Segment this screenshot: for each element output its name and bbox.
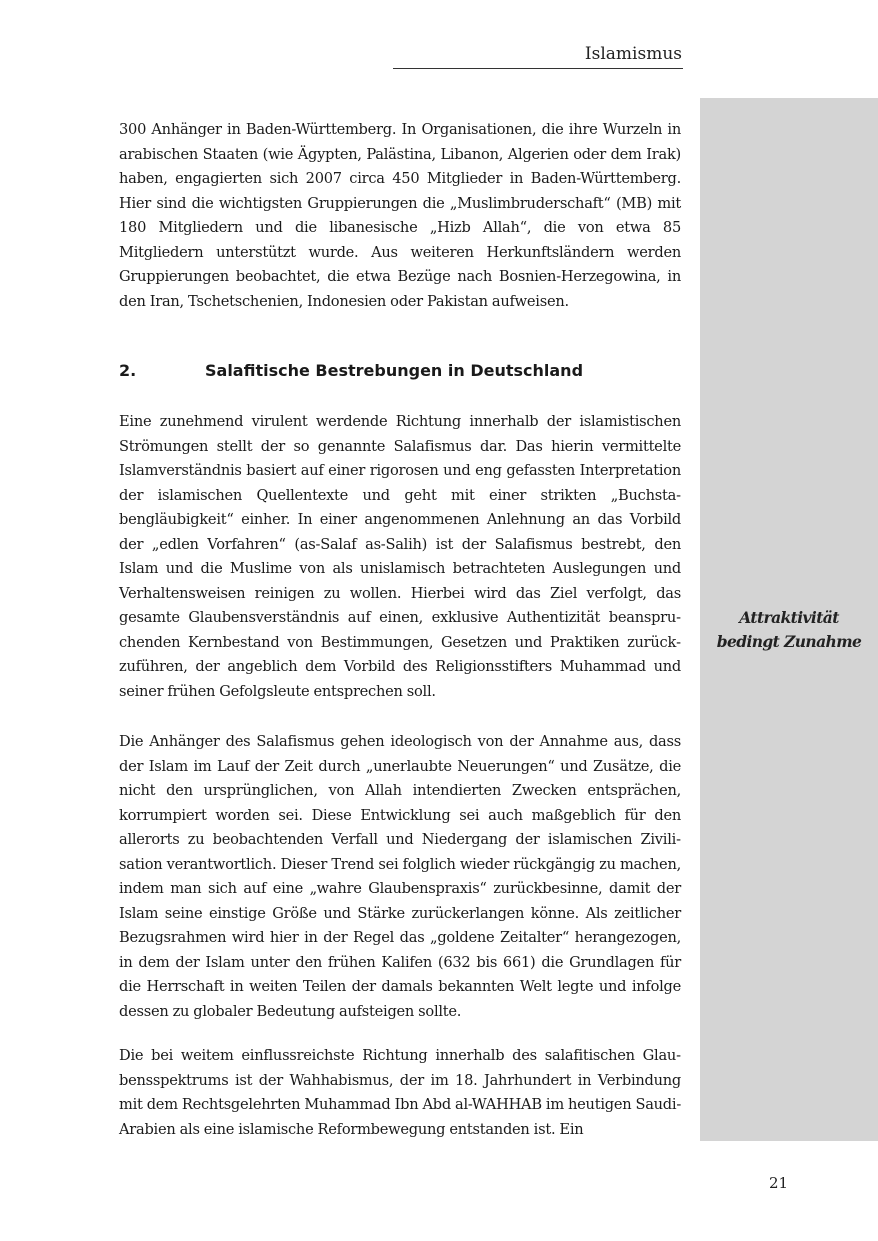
- body-paragraph-3: [119, 730, 681, 1024]
- paragraph-text: Die Anhänger des Salafismus gehen ideologisch von der Annahme aus, dass der Islam im Lauf der Zeit durch „unerlaubte Neuerungen“ und Zusätze, die nicht den ursprünglichen, von Allah intendierten Zwecken entsprächen, korrumpiert worden sei. Diese Entwicklung sei auch maßgeblich für den allerorts zu beobachtenden Verfall und Niedergang der islamischen Zivilisation verantwortlich. Dieser Trend sei folglich wieder rückgängig zu machen, indem man sich auf eine „wahre Glaubenspraxis“ zurückbesinne, damit der Islam seine einstige Größe und Stärke zurückerlangen könne. Als zeitlicher Bezugsrahmen wird hier in der Regel das „goldene Zeitalter“ herangezogen, in dem der Islam unter den frühen Kalifen (632 bis 661) die Grundlagen für die Herrschaft in weiten Teilen der damals bekannten Welt legte und infolge dessen zu globaler Bedeutung aufsteigen sollte.: [119, 733, 681, 1020]
- body-paragraph-4: [119, 1044, 681, 1142]
- margin-note: [700, 606, 878, 654]
- paragraph-text: Die bei weitem einflussreichste Richtung innerhalb des salafitischen Glaubensspektrums ist der Wahhabismus, der im 18. Jahrhundert in Verbindung mit dem Rechtsgelehrten Muhammad Ibn Abd al-WAHHAB im heutigen Saudi-Arabien als eine islamische Reformbewegung entstanden ist. Ein: [119, 1047, 681, 1138]
- section-number: 2.: [119, 361, 137, 380]
- page-number: 21: [769, 1174, 789, 1192]
- section-heading: [119, 361, 681, 380]
- running-header-title: Islamismus: [584, 44, 682, 64]
- margin-note-line-1: Attraktivität: [739, 608, 839, 627]
- margin-note-line-2: bedingt Zunahme: [716, 632, 862, 651]
- paragraph-text: Eine zunehmend virulent werdende Richtung innerhalb der islamistischen Strömungen stellt der so genannte Salafismus dar. Das hierin vermittelte Islamverständnis basiert auf einer rigorosen und eng gefassten Interpretation der islamischen Quellentexte und geht mit einer strikten „Buchstabengläubigkeit“ einher. In einer angenommenen Anlehnung an das Vorbild der „edlen Vorfahren“ (as-Salaf as-Salih) ist der Salafismus bestrebt, den Islam und die Muslime von als unislamisch betrachteten Auslegungen und Verhaltensweisen reinigen zu wollen. Hierbei wird das Ziel verfolgt, das gesamte Glaubensverständnis auf einen, exklusive Authentizität beanspruchenden Kernbestand von Bestimmungen, Gesetzen und Praktiken zurückzuführen, der angeblich dem Vorbild des Religionsstifters Muhammad und seiner frühen Gefolgsleute entsprechen soll.: [119, 413, 681, 700]
- body-paragraph-2: [119, 410, 681, 704]
- header-rule: [393, 68, 683, 69]
- body-paragraph-1: [119, 118, 681, 314]
- section-title: Salafitische Bestrebungen in Deutschland: [205, 361, 584, 380]
- paragraph-text: 300 Anhänger in Baden-Württemberg. In Organisationen, die ihre Wurzeln in arabischen Staaten (wie Ägypten, Palästina, Libanon, Algerien oder dem Irak) haben, engagierten sich 2007 circa 450 Mitglieder in Baden-Württemberg. Hier sind die wichtigsten Gruppierungen die „Muslimbruderschaft“ (MB) mit 180 Mitgliedern und die libanesische „Hizb Allah“, die von etwa 85 Mitgliedern unterstützt wurde. Aus weiteren Herkunftsländern werden Gruppierungen beobachtet, die etwa Bezüge nach Bosnien-Herzegowina, in den Iran, Tschetschenien, Indonesien oder Pakistan aufweisen.: [119, 121, 681, 310]
